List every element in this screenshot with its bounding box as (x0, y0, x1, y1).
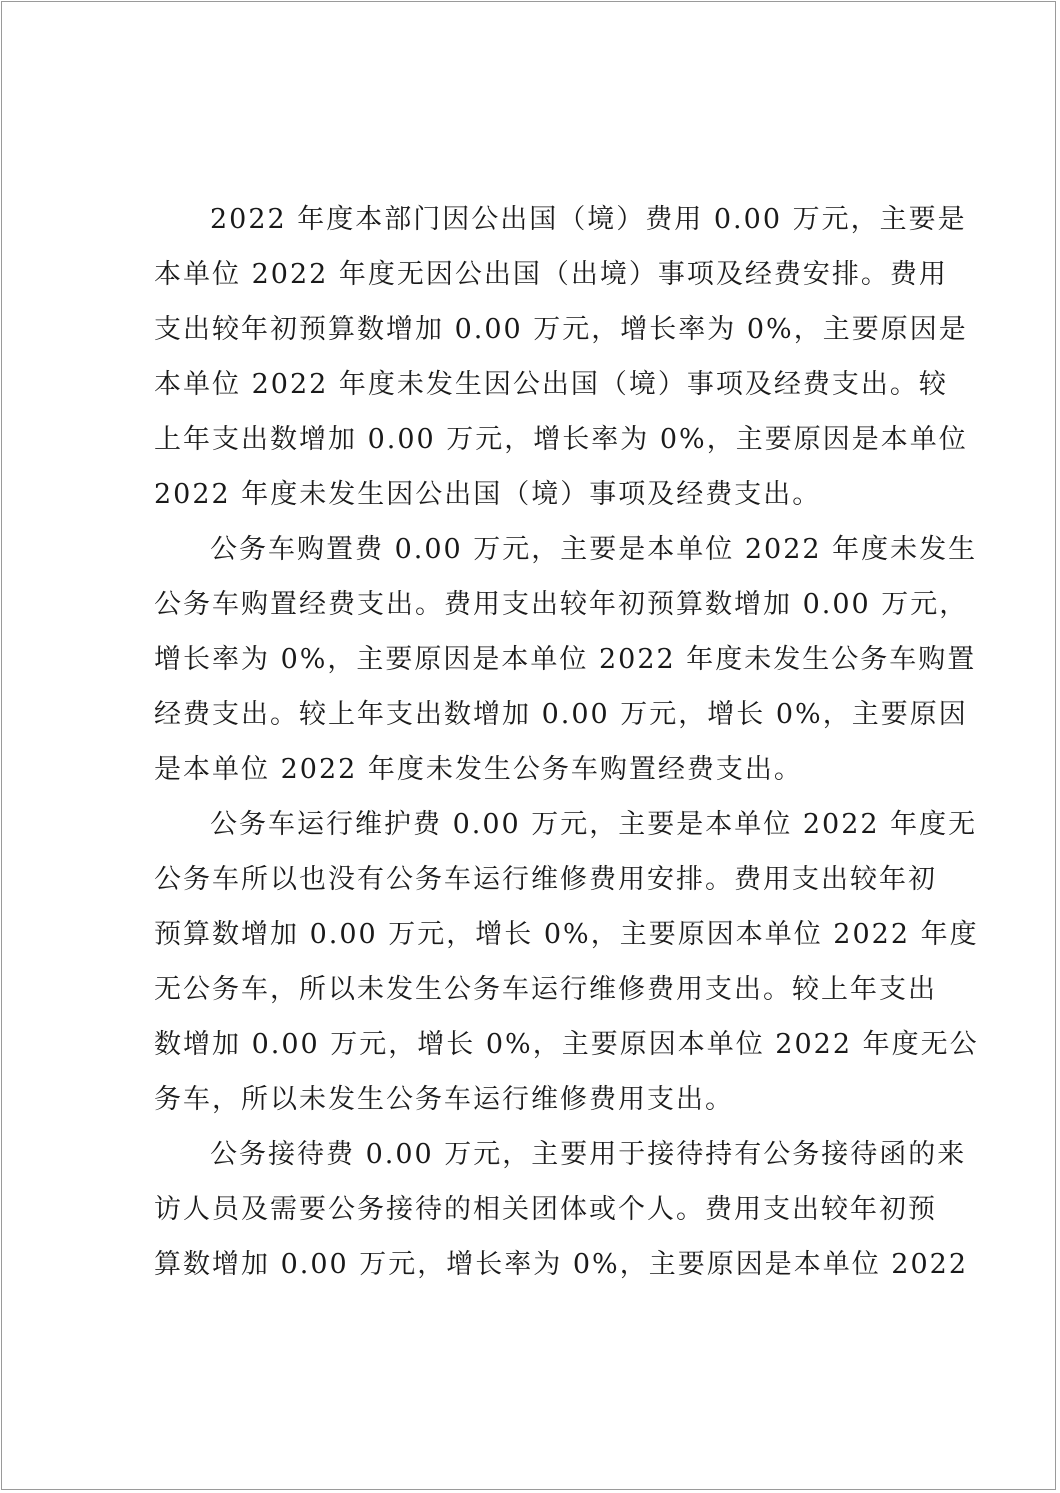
text-line: 公务车所以也没有公务车运行维修费用安排。费用支出较年初 (154, 864, 937, 895)
paragraph-vehicle-purchase (154, 522, 978, 797)
text-line: 上年支出数增加 0.00 万元，增长率为 0%，主要原因是本单位 (154, 424, 968, 455)
paragraph-reception (154, 1127, 968, 1292)
text-line: 是本单位 2022 年度未发生公务车购置经费支出。 (154, 754, 803, 785)
text-line: 务车，所以未发生公务车运行维修费用支出。 (154, 1084, 734, 1115)
text-line: 无公务车，所以未发生公务车运行维修费用支出。较上年支出 (154, 974, 937, 1005)
paragraph-vehicle-maintenance (154, 797, 979, 1127)
text-line: 本单位 2022 年度未发生因公出国（境）事项及经费支出。较 (154, 369, 948, 400)
text-line: 预算数增加 0.00 万元，增长 0%，主要原因本单位 2022 年度 (154, 919, 979, 950)
text-line: 增长率为 0%，主要原因是本单位 2022 年度未发生公务车购置 (154, 644, 977, 675)
text-line: 2022 年度本部门因公出国（境）费用 0.00 万元，主要是 (210, 204, 967, 235)
document-body (154, 192, 979, 1292)
text-line: 访人员及需要公务接待的相关团体或个人。费用支出较年初预 (154, 1194, 937, 1225)
paragraph-overseas-travel (154, 192, 968, 522)
text-line: 本单位 2022 年度无因公出国（出境）事项及经费安排。费用 (154, 259, 948, 290)
text-line: 2022 年度未发生因公出国（境）事项及经费支出。 (154, 479, 822, 510)
document-page (1, 1, 1056, 1490)
text-line: 数增加 0.00 万元，增长 0%，主要原因本单位 2022 年度无公 (154, 1029, 979, 1060)
text-line: 支出较年初预算数增加 0.00 万元，增长率为 0%，主要原因是 (154, 314, 968, 345)
text-line: 公务车购置费 0.00 万元，主要是本单位 2022 年度未发生 (210, 534, 978, 565)
text-line: 算数增加 0.00 万元，增长率为 0%，主要原因是本单位 2022 (154, 1249, 968, 1280)
text-line: 经费支出。较上年支出数增加 0.00 万元，增长 0%，主要原因 (154, 699, 968, 730)
text-line: 公务车运行维护费 0.00 万元，主要是本单位 2022 年度无 (210, 809, 978, 840)
text-line: 公务车购置经费支出。费用支出较年初预算数增加 0.00 万元， (154, 589, 969, 620)
text-line: 公务接待费 0.00 万元，主要用于接待持有公务接待函的来 (210, 1139, 967, 1170)
